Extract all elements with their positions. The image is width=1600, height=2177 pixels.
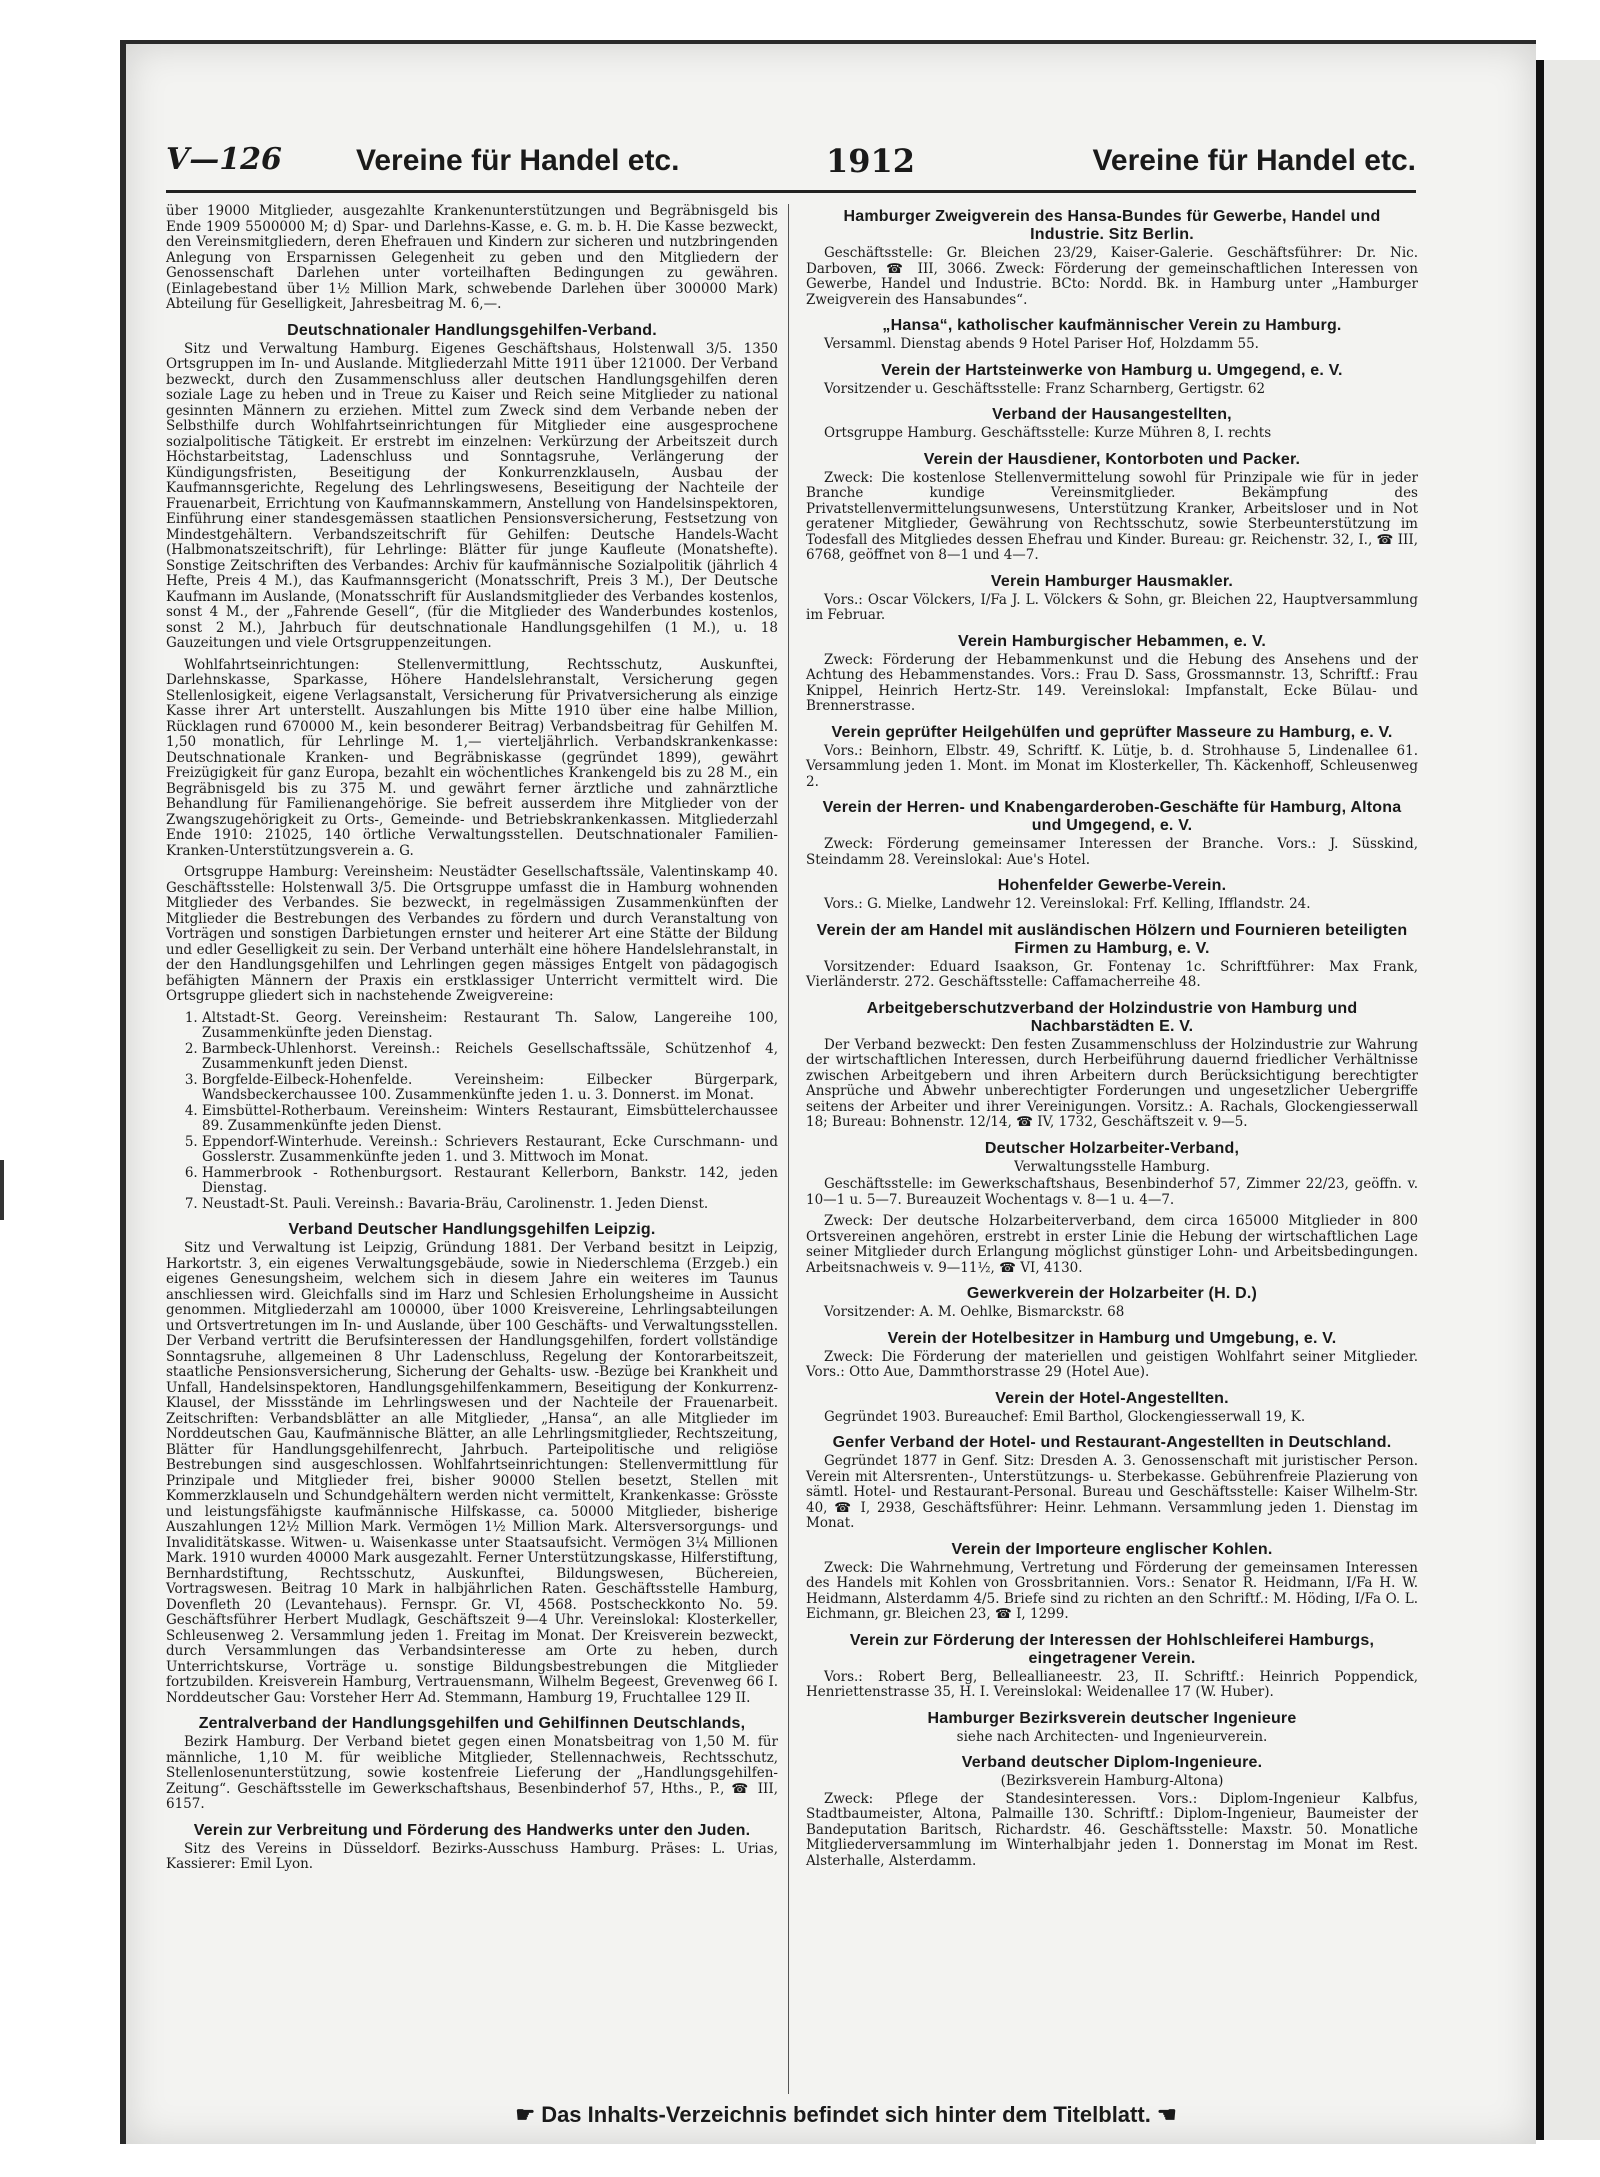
association-text: Vors.: Robert Berg, Belleallianeestr. 23, II. Schriftf.: Heinrich Poppendick, Henriettenstrasse 35, H. I. Vereinslokal: Weidenallee 17 (W. Huber).: [806, 1668, 1418, 1700]
association-text: Vors.: Beinhorn, Elbstr. 49, Schriftf. K. Lütje, b. d. Strohhause 5, Lindenallee 61. Versammlung jeden 1. Mont. im Monat im Klosterkeller, Th. Käckenhoff, Schleusenweg 2.: [806, 742, 1418, 790]
association-title: Verein Hamburger Hausmakler.: [990, 572, 1234, 590]
association-title: Verein der am Handel mit ausländischen Hölzern und Fournieren beteiligten Firmen zu Hamburg, e. V.: [816, 921, 1408, 957]
association-entry: [166, 1221, 778, 1706]
association-entry: [806, 799, 1418, 868]
association-entry: [806, 1434, 1418, 1532]
association-entry: [806, 1710, 1418, 1746]
association-entry: [806, 1754, 1418, 1869]
association-entry: [806, 724, 1418, 791]
page-header: [166, 134, 1416, 193]
association-text: Ortsgruppe Hamburg. Geschäftsstelle: Kurze Mühren 8, I. rechts: [824, 425, 1272, 441]
association-text: Zweck: Pflege der Standesinteressen. Vors.: Diplom-Ingenieur Kalbfus, Stadtbaumeister, Altona, Palmaille 130. Schriftf.: Diplom-Ingenieur, Baumeister der Bandeputation Baritsch, Richardstr. 46. Geschäftsstelle: Maxstr. 50. Monatliche Mitgliederversammlung im Winterhalbjahr jeden 1. Donnerstag im Monat im Rest. Alsterhalle, Alsterdamm.: [806, 1790, 1418, 1869]
branch-list: [166, 1011, 778, 1213]
association-title: Verein zur Förderung der Interessen der Hohlschleiferei Hamburgs, eingetragener Verein.: [849, 1631, 1375, 1667]
association-entry: [806, 317, 1418, 353]
association-title: Verband Deutscher Handlungsgehilfen Leipzig.: [288, 1221, 656, 1238]
page-footer: [306, 2102, 1386, 2128]
association-text: Ortsgruppe Hamburg: Vereinsheim: Neustädter Gesellschaftssäle, Valentinskamp 40. Geschäftsstelle: Holstenwall 3/5. Die Ortsgruppe umfasst die in Hamburg wohnenden Mitglieder des Verbandes. Sie bezweckt, in regelmässigen Zusammenkünften der Mitglieder die Bestrebungen des Verbandes zu fördern und durch Veranstaltung von Vorträgen und sonstigen Darbietungen ernster und heiterer Art eine Stätte der Bildung und edler Geselligkeit zu sein. Der Verband unterhält eine höhere Handelslehranstalt, in der den Handlungsgehilfen und Lehrlingen gegen mässiges Entgelt von pädagogisch befähigten Männern der Praxis ein erstklassiger Unterricht vermittelt wird. Die Ortsgruppe gliedert sich in nachstehende Zweigvereine:: [166, 864, 778, 1004]
association-text: Gegründet 1877 in Genf. Sitz: Dresden A. 3. Genossenschaft mit juristischer Person. Verein mit Altersrenten-, Unterstützungs- u. Sterbekasse. Gebührenfreie Plazierung von sämtl. Hotel- und Restaurant-Personal. Bureau und Geschäftsstelle: Kaiser Wilhelm-Str. 40, ☎ I, 2938, Geschäftsführer: Heinr. Lehmann. Versammlung jeden 1. Dienstag im Monat.: [806, 1453, 1418, 1531]
association-text: Geschäftsstelle: Gr. Bleichen 23/29, Kaiser-Galerie. Geschäftsführer: Dr. Nic. Darboven, ☎ III, 3066. Zweck: Förderung der gemeinschaftlichen Interessen von Gewerbe, Handel und Industrie. BCto: Nordd. Bk. in Hamburg unter „Hamburger Zweigverein des Hansabundes“.: [806, 245, 1418, 308]
association-entry: [806, 208, 1418, 308]
association-entry: [806, 1541, 1418, 1623]
association-text: Zweck: Der deutsche Holzarbeiterverband, dem circa 165000 Mitglieder in 800 Ortsvereinen angehören, erstrebt in erster Linie die Hebung der wirtschaftlichen Lage seiner Mitglieder durch Erlangung möglichst günstiger Lohn- und Arbeitsbedingungen. Arbeitsnachweis v. 9—11½, ☎ VI, 4130.: [806, 1213, 1418, 1276]
association-title: „Hansa“, katholischer kaufmännischer Verein zu Hamburg.: [882, 317, 1342, 334]
association-text: Sitz des Vereins in Düsseldorf. Bezirks-Ausschuss Hamburg. Präses: L. Urias, Kassierer: Emil Lyon.: [166, 1840, 778, 1872]
association-text: Zweck: Förderung gemeinsamer Interessen der Branche. Vors.: J. Süsskind, Steindamm 28. Vereinslokal: Aue's Hotel.: [806, 836, 1418, 868]
association-title: Hamburger Zweigverein des Hansa-Bundes für Gewerbe, Handel und Industrie. Sitz Berlin.: [843, 208, 1381, 243]
association-text: Zweck: Die Wahrnehmung, Vertretung und Förderung der gemeinsamen Interessen des Handels mit Kohlen von Grossbritannien. Vors.: Senator R. Heidmann, I/Fa H. W. Heidmann, Alsterdamm 4/5. Briefe sind zu richten an den Schriftf.: M. Höding, I/Fa O. L. Eichmann, gr. Bleichen 23, ☎ I, 1299.: [806, 1559, 1418, 1622]
association-text: Gegründet 1903. Bureauchef: Emil Barthol, Glockengiesserwall 19, K.: [824, 1408, 1306, 1425]
association-entry: [806, 362, 1418, 398]
branch-list-item: 4. Eimsbüttel-Rotherbaum. Vereinsheim: Winters Restaurant, Eimsbüttelerchaussee 89. Zusammenkünfte jeden Dienst.: [202, 1104, 778, 1135]
association-text: Vorsitzender: Eduard Isaakson, Gr. Fontenay 1c. Schriftführer: Max Frank, Vierländerstr. 272. Geschäftsstelle: Caffamacherreihe 48.: [806, 958, 1418, 990]
branch-list-item: 7. Neustadt-St. Pauli. Vereinsh.: Bavaria-Bräu, Carolinenstr. 1. Jeden Dienst.: [202, 1197, 778, 1213]
association-text: Zweck: Die kostenlose Stellenvermittelung sowohl für Prinzipale wie für in jeder Branche kundige Vereinsmitglieder. Bekämpfung des Privatstellenvermittelungsunwesens, Unterstützung Kranker, Arbeitsloser und in Not geratener Mitglieder, Gewährung von Rechtsschutz, sowie Sterbeunterstützung im Todesfall des Mitgliedes dessen Ehefrau und Kinder. Bureau: gr. Reichenstr. 32, I., ☎ III, 6768, geöffnet von 8—1 und 4—7.: [806, 469, 1418, 563]
association-title: Genfer Verband der Hotel- und Restaurant-Angestellten in Deutschland.: [832, 1434, 1392, 1451]
association-entry: [166, 322, 778, 1213]
adjacent-page-edge: [1536, 60, 1600, 2140]
association-title: Hamburger Bezirksverein deutscher Ingenieure: [927, 1709, 1297, 1727]
footer-note: Das Inhalts-Verzeichnis befindet sich hinter dem Titelblatt.: [541, 2102, 1151, 2127]
association-title: Zentralverband der Handlungsgehilfen und Gehilfinnen Deutschlands,: [198, 1715, 746, 1732]
pointing-hand-icon: ☛: [515, 2102, 536, 2127]
header-year: 1912: [826, 142, 916, 180]
association-text: Vors.: G. Mielke, Landwehr 12. Vereinslokal: Frf. Kelling, Ifflandstr. 24.: [824, 896, 1311, 912]
scan-margin-mark: [0, 1160, 4, 1220]
association-text: Vorsitzender: A. M. Oehlke, Bismarckstr. 68: [824, 1304, 1125, 1320]
association-subtitle: siehe nach Architecten- und Ingenieurverein.: [956, 1728, 1268, 1745]
association-entry: [806, 573, 1418, 624]
branch-list-item: 1. Altstadt-St. Georg. Vereinsheim: Restaurant Th. Salow, Langereihe 100, Zusammenkünfte jeden Dienstag.: [202, 1011, 778, 1042]
pointing-hand-left-icon: ☚: [1156, 2102, 1177, 2127]
association-entry: [806, 1140, 1418, 1277]
association-subtitle: Verwaltungsstelle Hamburg.: [1014, 1158, 1210, 1175]
association-entry: [806, 451, 1418, 564]
association-title: Verein der Hotelbesitzer in Hamburg und Umgebung, e. V.: [887, 1329, 1337, 1347]
association-title: Verein geprüfter Heilgehülfen und geprüfter Masseure zu Hamburg, e. V.: [831, 723, 1393, 741]
document-page: [120, 40, 1536, 2144]
association-entry: [806, 1632, 1418, 1701]
association-text: Geschäftsstelle: im Gewerkschaftshaus, Besenbinderhof 57, Zimmer 22/23, geöffn. v. 10—1 u. 5—7. Bureauzeit Wochentags v. 8—1 u. 4—7.: [806, 1176, 1418, 1208]
association-entry: [166, 1715, 778, 1813]
association-entry: [806, 633, 1418, 715]
association-text: Wohlfahrtseinrichtungen: Stellenvermittlung, Rechtsschutz, Auskunftei, Darlehnskasse, Sparkasse, Höhere Handelslehranstalt, Versicherung gegen Stellenlosigkeit, eigene Verlagsanstalt, Versicherung für Privatversicherung als einzige Kasse ihrer Art unterstellt. Auszahlungen bis Mitte 1910 über eine halbe Million, Rücklagen rund 670000 M., kein besonderer Beitrag) Verbandsbeitrag für Gehilfen M. 1,50 monatlich, für Lehrlinge M. 1,— vierteljährlich. Verbandskrankenkasse: Deutschnationale Kranken- und Begräbniskasse (gegründet 1899), gewährt Freizügigkeit für ganz Europa, bezahlt ein wöchentliches Krankengeld bis zu 28 M., ein Begräbnisgeld bis zu 375 M. und gewährt ferner ärztliche und zahnärztliche Behandlung für Familienangehörige. Sie befreit ausserdem ihre Mitglieder von der Zwangszugehörigkeit zu Orts-, Gemeinde- und Betriebskrankenkassen. Mitgliederzahl Ende 1910: 21025, 140 örtliche Verwaltungsstellen. Deutschnationaler Familien-Kranken-Unterstützungsverein a. G.: [166, 656, 778, 859]
association-title: Deutscher Holzarbeiter-Verband,: [984, 1139, 1240, 1157]
association-text: Zweck: Förderung der Hebammenkunst und die Hebung des Ansehens und der Achtung des Hebammenstandes. Vors.: Frau D. Sass, Grossmannstr. 13, Schriftf.: Frau Knippel, Heinrich Hertz-Str. 149. Vereinslokal: Impfanstalt, Ecke Bülau- und Brennerstrasse.: [806, 651, 1418, 714]
association-title: Gewerkverein der Holzarbeiter (H. D.): [966, 1285, 1258, 1302]
association-title: Verband deutscher Diplom-Ingenieure.: [961, 1754, 1263, 1771]
association-text: Bezirk Hamburg. Der Verband bietet gegen einen Monatsbeitrag von 1,50 M. für männliche, 1,10 M. für weibliche Mitglieder, Stellennachweis, Rechtsschutz, Stellenlosenunterstützung, sowie kostenfreie Lieferung der „Handlungsgehilfen-Zeitung“. Geschäftsstelle im Gewerkschaftshaus, Besenbinderhof 57, Hths., P., ☎ III, 6157.: [166, 1734, 778, 1812]
association-entry: [806, 1330, 1418, 1381]
association-entry: [806, 1390, 1418, 1426]
association-title: Verband der Hausangestellten,: [992, 406, 1232, 423]
running-title-left: Vereine für Handel etc.: [356, 144, 680, 177]
column-divider: [788, 204, 789, 2094]
association-title: Verein der Hartsteinwerke von Hamburg u. Umgegend, e. V.: [881, 361, 1343, 379]
scan-background: [0, 0, 120, 2177]
association-subtitle: (Bezirksverein Hamburg-Altona): [1000, 1773, 1224, 1789]
association-title: Verein der Hausdiener, Kontorboten und Packer.: [923, 450, 1301, 468]
association-text: über 19000 Mitglieder, ausgezahlte Krankenunterstützungen und Begräbnisgeld bis Ende 1909 5500000 M; d) Spar- und Darlehns-Kasse, e. G. m. b. H. Die Kasse bezweckt, den Vereinsmitgliedern, deren Ehefrauen und Kindern zur sicheren und nutzbringenden Anlegung von Ersparnissen Gelegenheit zu geben und den Mitgliedern der Genossenschaft Darlehen unter vorteilhaften Bedingungen zu gewähren. (Einlagebestand über 1½ Million Mark, schwebende Darlehen über 300000 Mark) Abteilung für Geselligkeit, Jahresbeitrag M. 6,—.: [166, 203, 778, 312]
association-entry: [166, 1822, 778, 1873]
association-title: Verein Hamburgischer Hebammen, e. V.: [957, 632, 1267, 650]
association-text: Versamml. Dienstag abends 9 Hotel Pariser Hof, Holzdamm 55.: [824, 336, 1259, 352]
association-title: Hohenfelder Gewerbe-Verein.: [997, 877, 1227, 894]
association-title: Verein zur Verbreitung und Förderung des Handwerks unter den Juden.: [193, 1821, 751, 1839]
association-entry: [806, 406, 1418, 442]
association-entry: [806, 1285, 1418, 1321]
branch-list-item: 6. Hammerbrook - Rothenburgsort. Restaurant Kellerborn, Bankstr. 142, jeden Dienstag.: [202, 1166, 778, 1197]
association-title: Verein der Herren- und Knabengarderoben-Geschäfte für Hamburg, Altona und Umgegend, e. V.: [822, 799, 1402, 834]
association-text: Zweck: Die Förderung der materiellen und geistigen Wohlfahrt seiner Mitglieder. Vors.: Otto Aue, Dammthorstrasse 29 (Hotel Aue).: [806, 1348, 1418, 1380]
right-column: [806, 204, 1418, 1878]
association-text: Vors.: Oscar Völckers, I/Fa J. L. Völckers & Sohn, gr. Bleichen 22, Hauptversammlung im Februar.: [806, 591, 1418, 623]
branch-list-item: 2. Barmbeck-Uhlenhorst. Vereinsh.: Reichels Gesellschaftssäle, Schützenhof 4, Zusammenkunft jeden Dienst.: [202, 1042, 778, 1073]
association-entry: [806, 922, 1418, 991]
association-title: Deutschnationaler Handlungsgehilfen-Verband.: [287, 321, 657, 339]
left-column: [166, 204, 778, 1882]
branch-list-item: 3. Borgfelde-Eilbeck-Hohenfelde. Vereinsheim: Eilbecker Bürgerpark, Wandsbeckerchaussee 100. Zusammenkünfte jeden 1. u. 3. Donnerst. im Monat.: [202, 1073, 778, 1104]
branch-list-item: 5. Eppendorf-Winterhude. Vereinsh.: Schrievers Restaurant, Ecke Curschmann- und Gosslerstr. Zusammenkünfte jeden 1. und 3. Mittwoch im Monat.: [202, 1135, 778, 1166]
association-title: Verein der Importeure englischer Kohlen.: [951, 1540, 1273, 1558]
association-title: Arbeitgeberschutzverband der Holzindustrie von Hamburg und Nachbarstädten E. V.: [866, 999, 1358, 1035]
association-title: Verein der Hotel-Angestellten.: [995, 1389, 1229, 1407]
association-entry: [806, 1000, 1418, 1131]
adjacent-page-strip: [1544, 60, 1600, 2140]
page-number: V—126: [166, 142, 282, 177]
association-entry: [806, 877, 1418, 913]
association-text: Sitz und Verwaltung ist Leipzig, Gründung 1881. Der Verband besitzt in Leipzig, Harkortstr. 3, ein eigenes Verwaltungsgebäude, sowie in Niederschlema (Erzgeb.) ein eigenes Genesungsheim, welchem sich in diesem Jahre ein weiteres im Taunus anschliessen wird. Gleichfalls sind im Harz und Schlesien Erholungsheime in Aussicht genommen. Mitgliederzahl am 100000, über 1000 Kreisvereine, Lehrlingsabteilungen und Ortsvertretungen im In- und Auslande, über 100 Geschäfts- und Verwaltungsstellen. Der Verband vertritt die Berufsinteressen der Handlungsgehilfen, fordert vollständige Sonntagsruhe, allgemeinen 8 Uhr Ladenschluss, Regelung der Kontorarbeitszeit, staatliche Pensionsversicherung, Sicherung der Gehalts- usw. -Bezüge bei Krankheit und Unfall, Handelsinspektoren, Handlungsgehilfenkammern, Beseitigung der Konkurrenz-Klausel, der Missstände im Lehrlingswesen und der Nachteile der Frauenarbeit. Zeitschriften: Verbandsblätter an alle Mitglieder, „Hansa“, an alle Mitglieder im Norddeutschen Gau, Kaufmännische Blätter, an alle Lehrlingsmitglieder, Rechtszeitung, Blätter für Handlungsgehilfenrecht, Jahrbuch. Parteipolitische und religiöse Bestrebungen sind ausgeschlossen. Wohlfahrtseinrichtungen: Stellenvermittlung für Prinzipale und Mitglieder frei, bisher 90000 Stellen besetzt, Stellen mit Kommerzklauseln und Schundgehältern werden nicht vermittelt, Krankenkasse: Grösste und leistungsfähigste kaufmännische Hilfskasse, ca. 50000 Mitglieder, bisherige Auszahlungen 12½ Million Mark. Vermögen 1½ Million Mark. Altersversorgungs- und Invaliditätskasse. Witwen- u. Waisenkasse unter Staatsaufsicht. Vermögen 3¼ Millionen Mark. 1910 wurden 40000 Mark ausgezahlt. Ferner Unterstützungskasse, Hilferstiftung, Bernhardstiftung, Rechtsschutz, Auskunftei, Bildungswesen, Büchereien, Vortragswesen. Beitrag 10 Mark in halbjährlichen Raten. Geschäftsstelle Hamburg, Dovenfleth 20 (Levantehaus). Fernspr. Gr. VI, 4568. Postscheckkonto No. 59. Geschäftsführer Herbert Mudlagk, Geschäftszeit 9—4 Uhr. Vereinslokal: Klosterkeller, Schleusenweg 2. Versammlung jeden 1. Freitag im Monat. Der Kreisverein bezweckt, durch Versammlungen das Verbandsinteresse am Orte zu heben, durch Unterrichtskurse, Vorträge u. sonstige Bildungsbestrebungen die Mitglieder fortzubilden. Kreisverein Hamburg, Vertrauensmann, Wilhelm Begeest, Grevenweg 66 I. Norddeutscher Gau: Vorsteher Herr Ad. Stemmann, Hamburg 19, Fruchtallee 129 II.: [166, 1240, 778, 1706]
association-text: Der Verband bezweckt: Den festen Zusammenschluss der Holzindustrie zur Wahrung der wirtschaftlichen Interessen, durch Herbeiführung dauernd friedlicher Verhältnisse zwischen Arbeitgebern und ihren Arbeitern durch Berücksichtigung berechtigter Ansprüche und Abwehr unberechtigter Forderungen und ungesetzlicher Uebergriffe seitens der Arbeiter und ihrer Vereinigungen. Vorsitz.: A. Rachals, Glockengiesserwall 18; Bureau: Bohnenstr. 12/14, ☎ IV, 1732, Geschäftszeit v. 9—5.: [806, 1036, 1418, 1130]
association-text: Vorsitzender u. Geschäftsstelle: Franz Scharnberg, Gertigstr. 62: [824, 380, 1266, 397]
running-title-right: Vereine für Handel etc.: [1092, 144, 1416, 177]
association-entry: [166, 204, 778, 313]
association-text: Sitz und Verwaltung Hamburg. Eigenes Geschäftshaus, Holstenwall 3/5. 1350 Ortsgruppen im In- und Auslande. Mitgliederzahl Mitte 1911 über 121000. Der Verband bezweckt, durch den Zusammenschluss aller deutschen Handlungsgehilfen deren soziale Lage zu heben und in Treue zu Kaiser und Reich seine Mitglieder zu national gesinnten Männern zu erziehen. Mittel zum Zweck sind dem Verbande neben der Selbsthilfe durch Wohlfahrtseinrichtungen für Mitglieder eine ausgesprochene sozialpolitische Tätigkeit. Er erstrebt im einzelnen: Verkürzung der Arbeitszeit durch Höchstarbeitstag, Ladenschluss und Sonntagsruhe, Verlängerung der Kündigungsfristen, Beseitigung der Konkurrenzklauseln, Ausbau der Kaufmannsgerichte, Regelung des Lehrlingswesens, Beseitigung der Nachteile der Frauenarbeit, Errichtung von Kaufmannskammern, Anstellung von Handelsinspektoren, Einführung einer standesgemässen staatlichen Pensionsversicherung, Festsetzung von Mindestgehältern. Verbandszeitschrift für Gehilfen: Deutsche Handels-Wacht (Halbmonatszeitschrift), für Lehrlinge: Blätter für junge Kaufleute (Monatshefte). Sonstige Zeitschriften des Verbandes: Archiv für kaufmännische Sozialpolitik (jährlich 4 Hefte, Preis 4 M.), das Kaufmannsgericht (Monatsschrift, Preis 3 M.), Der Deutsche Kaufmann im Auslande, (Monatsschrift für Auslandsmitglieder des Verbandes kostenlos, sonst 4 M., der „Fahrende Gesell“, (für die Mitglieder des Wanderbundes kostenlos, sonst 2 M.), Jahrbuch für deutschnationale Handlungsgehilfen (1 M.), u. 18 Gauzeitungen und viele Ortsgruppenzeitungen.: [166, 340, 778, 651]
